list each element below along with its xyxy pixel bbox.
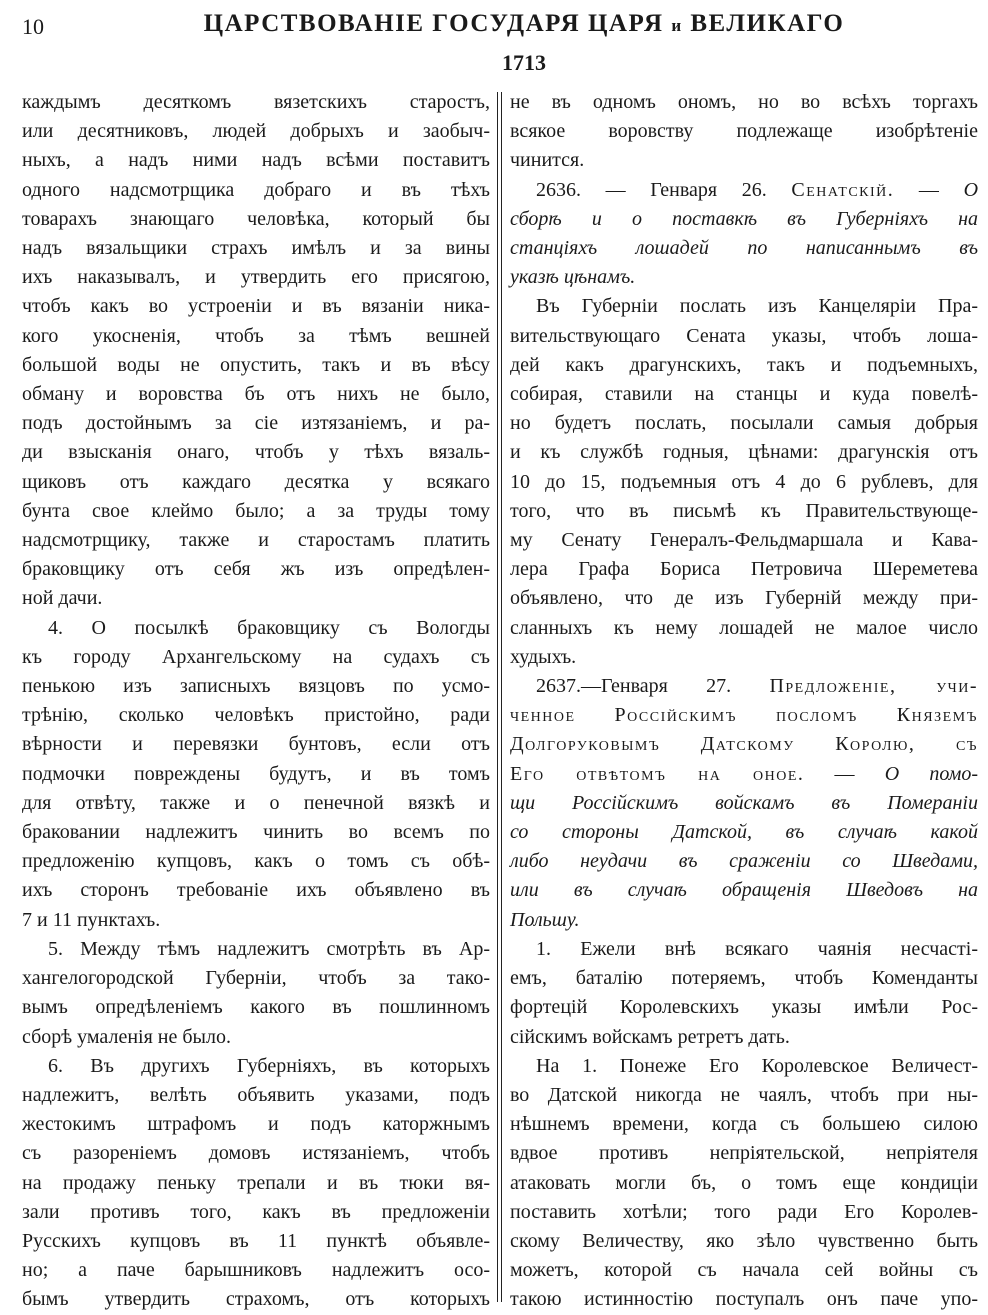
text-line: подъ достойнымъ за сіе изтязаніемъ, и ра- — [22, 412, 490, 435]
text-line — [510, 789, 978, 818]
running-title — [80, 10, 968, 38]
small-caps-text: Предложеніе, учи- — [769, 675, 979, 698]
text-line: не въ одномъ ономъ, но во всѣхъ торгахъ — [510, 91, 978, 113]
paragraph — [22, 88, 490, 614]
text-line: Въ Губерніи послать изъ Канцеляріи Пра- — [536, 295, 978, 318]
text-line: щиковъ отъ каждаго десятка у всякаго — [22, 470, 490, 493]
text-line: вѣрности и перевязки бунтовъ, если отъ — [22, 733, 490, 756]
text-line — [510, 818, 978, 847]
column-divider — [497, 92, 502, 1302]
text-line: собирая, ставили на станцы и куда повелѣ- — [510, 383, 978, 406]
left-column — [22, 88, 490, 1315]
text-line: предложенію купцовъ, какъ о томъ съ обѣ- — [22, 850, 490, 873]
text-line: 10 до 15, подъемныя отъ 4 до 6 рублевъ, для — [510, 470, 978, 493]
text-line: 6. Въ другихъ Губерніяхъ, въ которыхъ — [48, 1054, 490, 1077]
text-line: сійскимъ войскамъ ретретъ дать. — [510, 1025, 790, 1048]
text-line: 4. О посылкѣ браковщику съ Вологды — [48, 616, 490, 639]
running-title-part2: ВЕЛИКАГО — [690, 10, 845, 37]
text-line: надсмотрщику, также и старостамъ платить — [22, 529, 490, 552]
italic-text: щи Россійскимъ войскамъ въ Помераніи — [510, 791, 978, 814]
text-line: бунта свое клеймо было; а за труды тому — [22, 499, 490, 522]
right-column — [510, 88, 978, 1315]
text-line: вымъ опредѣленіемъ какого въ пошлинномъ — [22, 996, 490, 1019]
text-line: Русскихъ купцовъ въ 11 пунктѣ объявле- — [22, 1229, 490, 1252]
text-line: сборѣ умаленія не было. — [22, 1025, 231, 1048]
text-line: 5. Между тѣмъ надлежитъ смотрѣть въ Ар- — [48, 937, 490, 960]
text-line: вдвое противъ непріятельской, непріятеля — [510, 1142, 978, 1165]
italic-text: либо неудачи въ сраженіи со Шведами, — [510, 850, 978, 873]
text-line: большой воды не опустить, такъ и въ вѣсу — [22, 353, 490, 376]
text-line — [510, 847, 978, 876]
text-line: му Сенату Генералъ-Фельдмаршала и Кава- — [510, 529, 978, 552]
text-line: 7 и 11 пунктахъ. — [22, 908, 161, 931]
small-caps-text: Сенатскій. — [791, 178, 895, 201]
text-line: объявлено, что де изъ Губерній между при- — [510, 587, 978, 610]
running-title-and: и — [671, 16, 683, 35]
text-line: атаковать могли бъ, о томъ еще кондиціи — [510, 1171, 978, 1194]
text-line: дей какъ драгунскихъ, такъ и подъемныхъ, — [510, 353, 978, 376]
text-line: одного надсмотрщика добраго и въ тѣхъ — [22, 178, 490, 201]
text-line: жестокимъ штрафомъ и подъ каторжнымъ — [22, 1113, 490, 1136]
text-line — [510, 730, 978, 759]
text-line: скому Величеству, яко зѣло чувственно быть — [510, 1229, 978, 1252]
text-line: или десятниковъ, людей добрыхъ и заобыч- — [22, 120, 490, 143]
text-line: къ городу Архангельскому на судахъ съ — [22, 645, 490, 668]
text-line: зали противъ того, какъ въ предложеніи — [22, 1200, 490, 1223]
italic-text: указѣ цѣнамъ. — [510, 266, 636, 289]
text-line — [510, 876, 978, 905]
text-line: трѣнію, сколько человѣкъ пристойно, ради — [22, 704, 490, 727]
text-line: на продажу пеньку трепали и въ тюки вя- — [22, 1171, 490, 1194]
text-line: емъ, баталію потеряемъ, чтобъ Коменданты — [510, 967, 978, 990]
text-line: лера Графа Бориса Петровича Шереметева — [510, 558, 978, 581]
text-line: бымъ утвердить страхомъ, отъ которыхъ — [22, 1288, 490, 1311]
paragraph — [22, 614, 490, 935]
text-line: но будетъ послать, посылали самыя добрыя — [510, 412, 978, 435]
small-caps-text: Его отвѣтомъ на оное. — [510, 762, 805, 785]
year-heading: 1713 — [502, 50, 546, 75]
paragraph — [510, 292, 978, 672]
text-segment: 2637.—Генваря 27. — [536, 675, 770, 698]
text-line — [510, 263, 978, 292]
text-line: кого укосненія, чтобъ за тѣмъ вешней — [22, 324, 490, 347]
text-line: 1. Ежели внѣ всякаго чаянія несчасті- — [536, 937, 978, 960]
text-line: ди взысканія онаго, чтобъ у тѣхъ вязаль- — [22, 441, 490, 464]
italic-text: со стороны Датской, въ случаѣ какой — [510, 821, 978, 844]
text-line: для отвѣту, также и о пенечной вязкѣ и — [22, 791, 490, 814]
text-segment: 2636. — Генваря 26. — [536, 178, 792, 201]
text-line: товарахъ знающаго человѣка, который бы — [22, 207, 490, 230]
page-number: 10 — [22, 14, 44, 39]
paragraph — [510, 935, 978, 1052]
text-line: худыхъ. — [510, 645, 577, 668]
text-line: того, что въ письмѣ къ Правительствующе- — [510, 499, 978, 522]
text-line: браковании надлежитъ чинить во всемъ по — [22, 821, 490, 844]
text-line: сланныхъ къ нему лошадей не малое число — [510, 616, 978, 639]
text-line — [510, 234, 978, 263]
text-line: обману и воровства бъ отъ нихъ не было, — [22, 383, 490, 406]
italic-text: станціяхъ лошадей по написаннымъ въ — [510, 237, 978, 260]
paragraph — [510, 1052, 978, 1315]
text-line: такою истинностію поступалъ онъ паче упо- — [510, 1288, 978, 1311]
text-line: подмочки повреждены будутъ, и въ томъ — [22, 762, 490, 785]
text-line: ныхъ, а надъ ними надъ всѣми поставитъ — [22, 149, 490, 172]
paragraph — [510, 176, 978, 293]
text-line: браковщику отъ себя жъ изъ опредѣлен- — [22, 558, 490, 581]
italic-text: сборѣ и о поставкѣ въ Губерніяхъ на — [510, 207, 978, 230]
text-line: можетъ, которой съ начала сей войны съ — [510, 1259, 978, 1282]
text-segment: — — [804, 762, 885, 785]
text-line: всякое воровству подлежаще изобрѣтеніе — [510, 120, 978, 143]
text-line: и къ службѣ годныя, цѣнами: драгунскія отъ — [510, 441, 978, 464]
small-caps-text: ченное Россійскимъ посломъ Княземъ — [510, 704, 978, 727]
text-line: во Датской никогда не чаялъ, чтобъ при ны- — [510, 1083, 978, 1106]
paragraph — [510, 88, 978, 176]
text-line: ихъ наказывалъ, и утвердить его присягою, — [22, 266, 490, 289]
italic-text: О помо- — [884, 762, 979, 785]
text-line: чинится. — [510, 149, 585, 172]
text-line: но; а паче барышниковъ надлежитъ осо- — [22, 1259, 490, 1282]
italic-text: или въ случаѣ обращенія Шведовъ на — [510, 879, 978, 902]
text-line: съ разореніемъ домовъ истязаніемъ, чтобъ — [22, 1142, 490, 1165]
text-line: ихъ сторонъ требованіе ихъ объявлено въ — [22, 879, 490, 902]
text-line — [510, 176, 978, 205]
text-line — [510, 906, 978, 935]
text-line: вительствующаго Сената указы, чтобъ лоша- — [510, 324, 978, 347]
italic-text: Польшу. — [510, 908, 580, 931]
text-line: На 1. Понеже Его Королевское Величест- — [536, 1054, 978, 1077]
text-line: надъ вязальщики страхъ имѣлъ и за вины — [22, 237, 490, 260]
text-line — [510, 672, 978, 701]
text-line: нѣшнемъ времени, когда съ большею силою — [510, 1113, 978, 1136]
text-line: хангелогородской Губерніи, чтобъ за тако- — [22, 967, 490, 990]
text-line: пенькою изъ записныхъ вязцовъ по усмо- — [22, 675, 490, 698]
text-line — [510, 701, 978, 730]
text-line: надлежитъ, велѣть объявить указами, подъ — [22, 1083, 490, 1106]
small-caps-text: Долгоруковымъ Датскому Королю, съ — [510, 733, 978, 756]
text-line: поставить хотѣли; того ради Его Королев- — [510, 1200, 978, 1223]
text-line — [510, 205, 978, 234]
text-line: каждымъ десяткомъ вязетскихъ старостъ, — [22, 91, 490, 113]
text-line: фортецій Королевскихъ указы имѣли Рос- — [510, 996, 978, 1019]
text-segment: — — [894, 178, 964, 201]
text-line: ной дачи. — [22, 587, 103, 610]
text-line — [510, 760, 978, 789]
paragraph — [510, 672, 978, 935]
paragraph — [22, 1052, 490, 1315]
running-title-part1: ЦАРСТВОВАНІЕ ГОСУДАРЯ ЦАРЯ — [203, 10, 664, 37]
paragraph — [22, 935, 490, 1052]
text-line: чтобъ какъ во устроеніи и въ вязаніи ника- — [22, 295, 490, 318]
italic-text: О — [963, 178, 979, 201]
